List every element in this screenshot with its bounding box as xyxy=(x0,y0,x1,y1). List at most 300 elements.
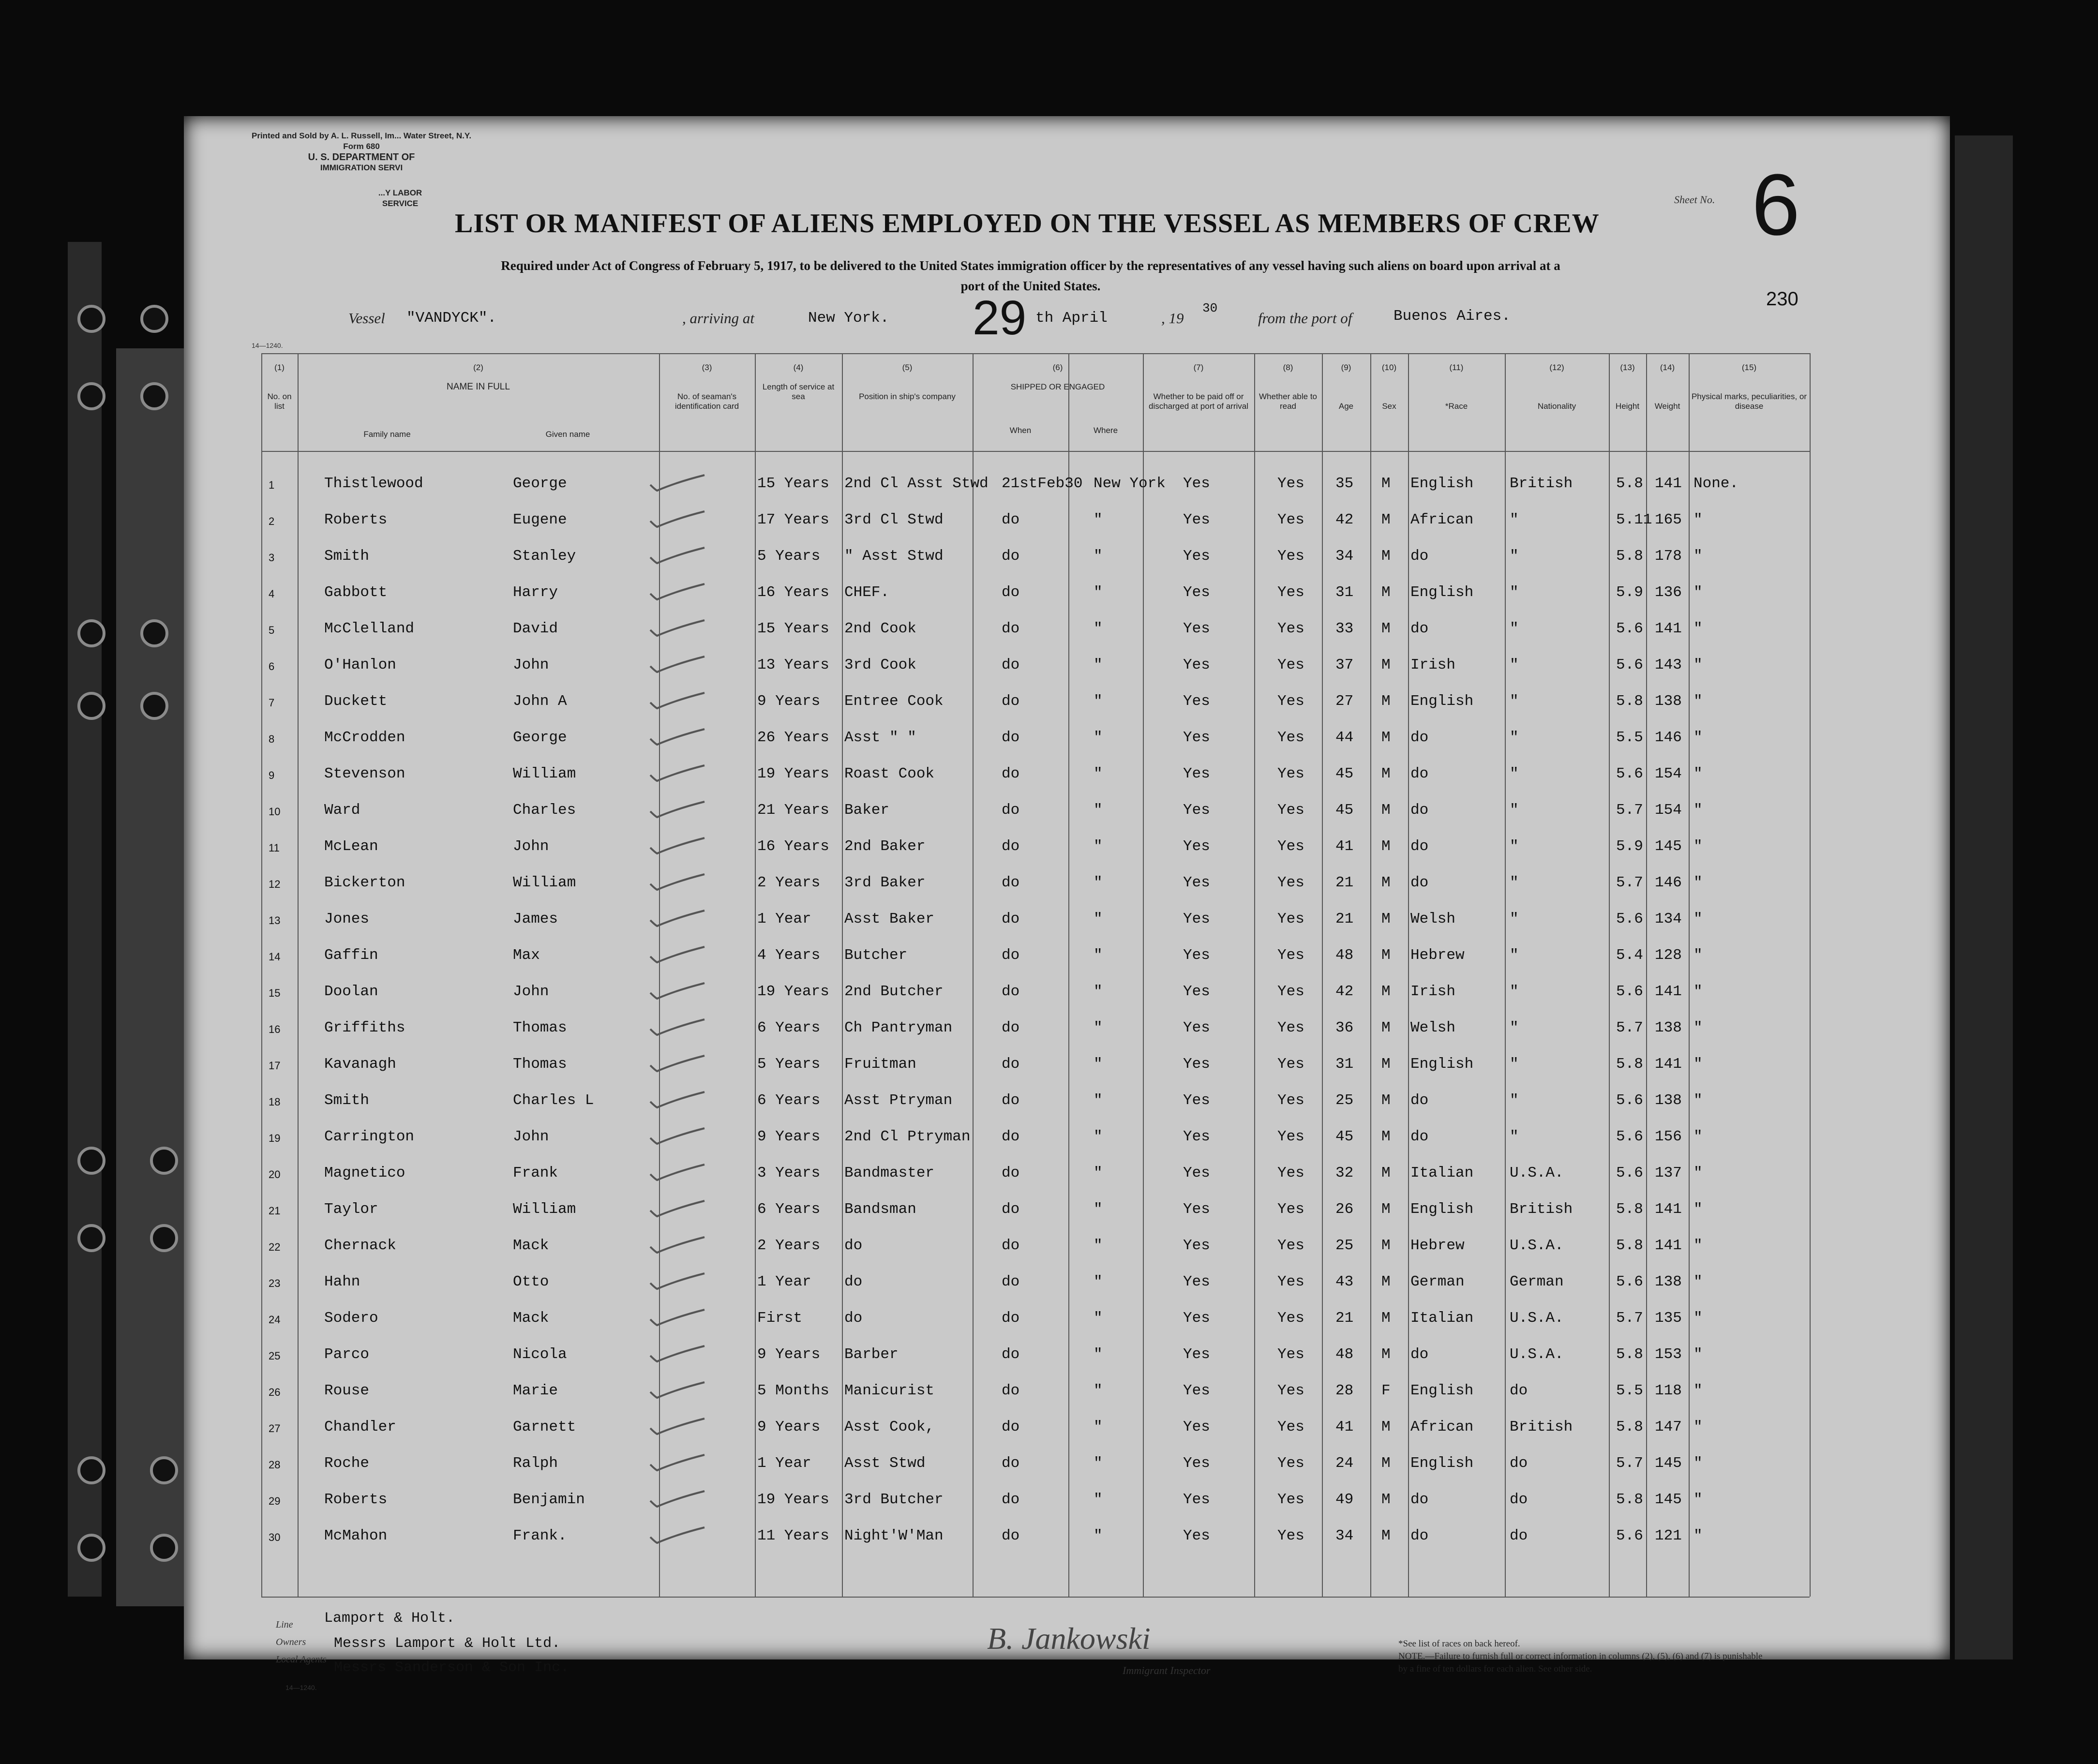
cell-weight: 146 xyxy=(1655,874,1682,891)
cell-row-number: 27 xyxy=(269,1422,281,1435)
cell-position: do xyxy=(844,1273,863,1290)
cell-shipped-where: " xyxy=(1094,620,1103,637)
cell-physical-marks: " xyxy=(1693,1491,1703,1508)
table-row xyxy=(261,791,1810,826)
cell-family-name: Roche xyxy=(324,1455,370,1472)
cell-sex: M xyxy=(1381,838,1391,855)
checkmark-icon xyxy=(648,1199,706,1218)
cell-paid-off: Yes xyxy=(1183,1491,1210,1508)
table-row xyxy=(261,682,1810,717)
table-row xyxy=(261,1154,1810,1189)
cell-given-name: Thomas xyxy=(513,1056,567,1073)
cell-race: African xyxy=(1410,511,1474,528)
cell-row-number: 29 xyxy=(269,1495,281,1507)
header-col-2: (2) NAME IN FULL xyxy=(447,363,510,392)
cell-length-of-service: 1 Year xyxy=(757,1455,811,1472)
cell-position: Asst Baker xyxy=(844,911,935,927)
cell-height: 5.8 xyxy=(1616,1346,1643,1363)
cell-position: Asst Cook, xyxy=(844,1419,935,1435)
cell-family-name: Parco xyxy=(324,1346,370,1363)
cell-weight: 138 xyxy=(1655,693,1682,710)
cell-shipped-when: do xyxy=(1002,657,1020,673)
cell-height: 5.7 xyxy=(1616,802,1643,819)
cell-paid-off: Yes xyxy=(1183,947,1210,964)
cell-shipped-where: " xyxy=(1094,874,1103,891)
cell-age: 31 xyxy=(1335,1056,1354,1073)
cell-row-number: 10 xyxy=(269,806,281,818)
cell-shipped-where: " xyxy=(1094,1346,1103,1363)
table-row xyxy=(261,1444,1810,1479)
cell-position: Asst Ptryman xyxy=(844,1092,953,1109)
cell-weight: 141 xyxy=(1655,1201,1682,1218)
cell-shipped-when: do xyxy=(1002,1092,1020,1109)
table-row xyxy=(261,1226,1810,1261)
cell-shipped-when: do xyxy=(1002,1346,1020,1363)
cell-length-of-service: 1 Year xyxy=(757,911,811,927)
cell-given-name: Ralph xyxy=(513,1455,558,1472)
cell-shipped-where: " xyxy=(1094,838,1103,855)
checkmark-icon xyxy=(648,872,706,892)
printer-stamp: Printed and Sold by A. L. Russell, Im... Water Street, N.Y. Form 680 U. S. DEPARTMENT OF IMMIGRATION SERVI ...Y LABOR SERVICE xyxy=(252,131,472,208)
cell-age: 48 xyxy=(1335,1346,1354,1363)
cell-weight: 143 xyxy=(1655,657,1682,673)
cell-family-name: Chandler xyxy=(324,1419,396,1435)
table-row xyxy=(261,1372,1810,1406)
table-row xyxy=(261,1009,1810,1044)
cell-age: 21 xyxy=(1335,911,1354,927)
cell-position: 3rd Cl Stwd xyxy=(844,511,944,528)
cell-height: 5.6 xyxy=(1616,620,1643,637)
cell-nationality: " xyxy=(1510,911,1519,927)
cell-nationality: " xyxy=(1510,1019,1519,1036)
cell-physical-marks: " xyxy=(1693,1056,1703,1073)
cell-family-name: Duckett xyxy=(324,693,388,710)
cell-position: Bandsman xyxy=(844,1201,916,1218)
cell-family-name: Thistlewood xyxy=(324,475,423,492)
cell-given-name: William xyxy=(513,765,576,782)
table-row xyxy=(261,1335,1810,1370)
cell-race: Welsh xyxy=(1410,911,1456,927)
cell-height: 5.6 xyxy=(1616,911,1643,927)
cell-length-of-service: 6 Years xyxy=(757,1201,821,1218)
cell-weight: 138 xyxy=(1655,1273,1682,1290)
cell-nationality: do xyxy=(1510,1382,1528,1399)
cell-position: Fruitman xyxy=(844,1056,916,1073)
cell-shipped-when: do xyxy=(1002,1201,1020,1218)
table-row xyxy=(261,972,1810,1007)
table-row xyxy=(261,755,1810,790)
cell-shipped-when: do xyxy=(1002,584,1020,601)
binder-hole xyxy=(77,1147,105,1175)
cell-shipped-when: do xyxy=(1002,1310,1020,1327)
cell-given-name: Stanley xyxy=(513,548,576,565)
header-col-11: (11) *Race xyxy=(1445,363,1468,411)
cell-able-to-read: Yes xyxy=(1277,911,1304,927)
cell-given-name: David xyxy=(513,620,558,637)
cell-able-to-read: Yes xyxy=(1277,1419,1304,1435)
cell-race: Italian xyxy=(1410,1310,1474,1327)
cell-length-of-service: 9 Years xyxy=(757,1346,821,1363)
cell-paid-off: Yes xyxy=(1183,874,1210,891)
agents-label: Local Agents xyxy=(276,1654,327,1665)
cell-race: African xyxy=(1410,1419,1474,1435)
cell-weight: 156 xyxy=(1655,1128,1682,1145)
cell-nationality: do xyxy=(1510,1455,1528,1472)
cell-height: 5.8 xyxy=(1616,548,1643,565)
checkmark-icon xyxy=(648,1090,706,1109)
cell-given-name: John xyxy=(513,983,549,1000)
cell-length-of-service: 1 Year xyxy=(757,1273,811,1290)
cell-height: 5.6 xyxy=(1616,765,1643,782)
cell-family-name: Roberts xyxy=(324,511,388,528)
inspector-label: Immigrant Inspector xyxy=(1123,1664,1211,1676)
cell-row-number: 3 xyxy=(269,552,275,564)
cell-paid-off: Yes xyxy=(1183,1128,1210,1145)
cell-paid-off: Yes xyxy=(1183,1310,1210,1327)
cell-race: German xyxy=(1410,1273,1465,1290)
cell-shipped-when: do xyxy=(1002,1491,1020,1508)
cell-weight: 134 xyxy=(1655,911,1682,927)
cell-able-to-read: Yes xyxy=(1277,548,1304,565)
cell-position: Roast Cook xyxy=(844,765,935,782)
cell-race: do xyxy=(1410,1491,1429,1508)
cell-row-number: 19 xyxy=(269,1132,281,1144)
cell-row-number: 2 xyxy=(269,515,275,527)
cell-family-name: Sodero xyxy=(324,1310,378,1327)
cell-age: 45 xyxy=(1335,1128,1354,1145)
cell-position: Butcher xyxy=(844,947,908,964)
cell-family-name: Roberts xyxy=(324,1491,388,1508)
checkmark-icon xyxy=(648,1235,706,1255)
cell-nationality: " xyxy=(1510,765,1519,782)
cell-length-of-service: 5 Years xyxy=(757,548,821,565)
cell-height: 5.6 xyxy=(1616,1273,1643,1290)
cell-position: do xyxy=(844,1310,863,1327)
cell-nationality: " xyxy=(1510,511,1519,528)
cell-physical-marks: " xyxy=(1693,548,1703,565)
cell-sex: M xyxy=(1381,911,1391,927)
cell-given-name: Benjamin xyxy=(513,1491,585,1508)
owners-value: Messrs Lamport & Holt Ltd. xyxy=(334,1635,561,1652)
cell-sex: M xyxy=(1381,584,1391,601)
cell-position: Manicurist xyxy=(844,1382,935,1399)
cell-given-name: Harry xyxy=(513,584,558,601)
cell-able-to-read: Yes xyxy=(1277,983,1304,1000)
cell-family-name: O'Hanlon xyxy=(324,657,396,673)
cell-physical-marks: " xyxy=(1693,1346,1703,1363)
cell-weight: 136 xyxy=(1655,584,1682,601)
checkmark-icon xyxy=(648,1017,706,1037)
cell-race: do xyxy=(1410,1092,1429,1109)
cell-length-of-service: 2 Years xyxy=(757,874,821,891)
cell-shipped-where: New York xyxy=(1094,475,1166,492)
cell-weight: 135 xyxy=(1655,1310,1682,1327)
cell-length-of-service: 19 Years xyxy=(757,765,829,782)
cell-length-of-service: 2 Years xyxy=(757,1237,821,1254)
cell-length-of-service: 17 Years xyxy=(757,511,829,528)
cell-physical-marks: " xyxy=(1693,1419,1703,1435)
cell-height: 5.11 xyxy=(1616,511,1652,528)
sheet-number-label: Sheet No. xyxy=(1674,194,1715,206)
vessel-label: Vessel xyxy=(348,310,385,327)
cell-family-name: Stevenson xyxy=(324,765,405,782)
cell-nationality: " xyxy=(1510,947,1519,964)
cell-paid-off: Yes xyxy=(1183,1527,1210,1544)
cell-nationality: U.S.A. xyxy=(1510,1237,1564,1254)
cell-position: CHEF. xyxy=(844,584,890,601)
header-col-13: (13) Height xyxy=(1615,363,1640,411)
cell-length-of-service: 15 Years xyxy=(757,620,829,637)
cell-given-name: Max xyxy=(513,947,540,964)
cell-shipped-when: do xyxy=(1002,802,1020,819)
cell-nationality: British xyxy=(1510,1201,1573,1218)
cell-able-to-read: Yes xyxy=(1277,1455,1304,1472)
cell-sex: M xyxy=(1381,1527,1391,1544)
cell-paid-off: Yes xyxy=(1183,1382,1210,1399)
header-col-1: (1) No. on list xyxy=(267,363,292,411)
cell-nationality: U.S.A. xyxy=(1510,1165,1564,1181)
cell-length-of-service: 6 Years xyxy=(757,1019,821,1036)
table-row xyxy=(261,646,1810,681)
cell-row-number: 16 xyxy=(269,1023,281,1035)
table-row xyxy=(261,537,1810,572)
cell-height: 5.8 xyxy=(1616,1419,1643,1435)
cell-row-number: 14 xyxy=(269,951,281,963)
binder-hole xyxy=(77,382,105,410)
cell-row-number: 5 xyxy=(269,624,275,636)
cell-paid-off: Yes xyxy=(1183,1019,1210,1036)
cell-weight: 154 xyxy=(1655,802,1682,819)
cell-sex: M xyxy=(1381,657,1391,673)
cell-age: 48 xyxy=(1335,947,1354,964)
checkmark-icon xyxy=(648,473,706,493)
checkmark-icon xyxy=(648,945,706,964)
cell-position: 2nd Cook xyxy=(844,620,916,637)
checkmark-icon xyxy=(648,1453,706,1472)
cell-sex: M xyxy=(1381,1237,1391,1254)
form-code: 14—1240. xyxy=(252,342,283,349)
cell-shipped-where: " xyxy=(1094,947,1103,964)
cell-shipped-where: " xyxy=(1094,1273,1103,1290)
cell-weight: 141 xyxy=(1655,1237,1682,1254)
cell-able-to-read: Yes xyxy=(1277,1056,1304,1073)
checkmark-icon xyxy=(648,1126,706,1146)
year-suffix: 30 xyxy=(1202,301,1218,315)
cell-sex: M xyxy=(1381,1165,1391,1181)
cell-shipped-where: " xyxy=(1094,983,1103,1000)
cell-height: 5.8 xyxy=(1616,1491,1643,1508)
cell-age: 21 xyxy=(1335,874,1354,891)
cell-shipped-when: do xyxy=(1002,947,1020,964)
cell-row-number: 28 xyxy=(269,1459,281,1471)
cell-row-number: 20 xyxy=(269,1168,281,1181)
cell-length-of-service: 11 Years xyxy=(757,1527,829,1544)
cell-shipped-when: do xyxy=(1002,1527,1020,1544)
cell-length-of-service: 15 Years xyxy=(757,475,829,492)
cell-row-number: 15 xyxy=(269,987,281,999)
cell-paid-off: Yes xyxy=(1183,1419,1210,1435)
cell-given-name: Marie xyxy=(513,1382,558,1399)
cell-shipped-where: " xyxy=(1094,548,1103,565)
cell-shipped-when: do xyxy=(1002,1382,1020,1399)
table-row xyxy=(261,610,1810,644)
cell-position: do xyxy=(844,1237,863,1254)
cell-sex: M xyxy=(1381,1019,1391,1036)
cell-row-number: 4 xyxy=(269,588,275,600)
cell-length-of-service: First xyxy=(757,1310,803,1327)
cell-paid-off: Yes xyxy=(1183,983,1210,1000)
cell-row-number: 25 xyxy=(269,1350,281,1362)
cell-age: 28 xyxy=(1335,1382,1354,1399)
binder-hole xyxy=(150,1534,178,1562)
cell-row-number: 13 xyxy=(269,914,281,927)
cell-age: 31 xyxy=(1335,584,1354,601)
cell-weight: 146 xyxy=(1655,729,1682,746)
cell-weight: 141 xyxy=(1655,620,1682,637)
cell-family-name: Jones xyxy=(324,911,370,927)
table-row xyxy=(261,1081,1810,1116)
cell-given-name: Eugene xyxy=(513,511,567,528)
cell-given-name: George xyxy=(513,729,567,746)
cell-race: English xyxy=(1410,693,1474,710)
document-title: LIST OR MANIFEST OF ALIENS EMPLOYED ON THE VESSEL AS MEMBERS OF CREW xyxy=(455,209,1600,239)
cell-shipped-when: 21stFeb30 xyxy=(1002,475,1083,492)
cell-able-to-read: Yes xyxy=(1277,1237,1304,1254)
binder-hole xyxy=(77,1456,105,1484)
cell-position: Asst Stwd xyxy=(844,1455,926,1472)
cell-given-name: John A xyxy=(513,693,567,710)
sheet-number: 6 xyxy=(1752,156,1800,254)
cell-able-to-read: Yes xyxy=(1277,1092,1304,1109)
column-rule xyxy=(1810,353,1811,1597)
cell-given-name: William xyxy=(513,1201,576,1218)
cell-shipped-when: do xyxy=(1002,1273,1020,1290)
cell-shipped-where: " xyxy=(1094,802,1103,819)
cell-given-name: John xyxy=(513,838,549,855)
cell-weight: 118 xyxy=(1655,1382,1682,1399)
cell-sex: M xyxy=(1381,1346,1391,1363)
cell-family-name: Griffiths xyxy=(324,1019,405,1036)
cell-length-of-service: 19 Years xyxy=(757,1491,829,1508)
cell-race: do xyxy=(1410,838,1429,855)
binder-hole xyxy=(77,1224,105,1252)
cell-length-of-service: 9 Years xyxy=(757,1419,821,1435)
cell-shipped-when: do xyxy=(1002,1019,1020,1036)
cell-age: 45 xyxy=(1335,802,1354,819)
cell-age: 21 xyxy=(1335,1310,1354,1327)
cell-physical-marks: " xyxy=(1693,874,1703,891)
cell-physical-marks: " xyxy=(1693,511,1703,528)
cell-row-number: 1 xyxy=(269,479,275,491)
cell-physical-marks: " xyxy=(1693,1237,1703,1254)
cell-nationality: do xyxy=(1510,1491,1528,1508)
cell-paid-off: Yes xyxy=(1183,475,1210,492)
cell-shipped-where: " xyxy=(1094,765,1103,782)
cell-shipped-when: do xyxy=(1002,511,1020,528)
cell-row-number: 17 xyxy=(269,1060,281,1072)
cell-nationality: " xyxy=(1510,802,1519,819)
table-rule xyxy=(261,451,1810,452)
cell-position: Asst " " xyxy=(844,729,916,746)
cell-sex: M xyxy=(1381,511,1391,528)
cell-position: 2nd Butcher xyxy=(844,983,944,1000)
table-row xyxy=(261,718,1810,753)
cell-nationality: " xyxy=(1510,874,1519,891)
table-row xyxy=(261,1299,1810,1334)
checkmark-icon xyxy=(648,1308,706,1327)
cell-nationality: British xyxy=(1510,1419,1573,1435)
cell-physical-marks: " xyxy=(1693,1201,1703,1218)
cell-length-of-service: 9 Years xyxy=(757,693,821,710)
cell-physical-marks: " xyxy=(1693,947,1703,964)
cell-position: 3rd Baker xyxy=(844,874,926,891)
cell-physical-marks: " xyxy=(1693,1455,1703,1472)
cell-able-to-read: Yes xyxy=(1277,1382,1304,1399)
cell-race: Irish xyxy=(1410,983,1456,1000)
checkmark-icon xyxy=(648,1271,706,1291)
header-col-14: (14) Weight xyxy=(1654,363,1680,411)
cell-family-name: Bickerton xyxy=(324,874,405,891)
cell-shipped-where: " xyxy=(1094,693,1103,710)
cell-shipped-when: do xyxy=(1002,693,1020,710)
cell-race: do xyxy=(1410,802,1429,819)
cell-sex: M xyxy=(1381,1092,1391,1109)
cell-age: 25 xyxy=(1335,1237,1354,1254)
cell-paid-off: Yes xyxy=(1183,511,1210,528)
cell-weight: 138 xyxy=(1655,1019,1682,1036)
cell-race: Irish xyxy=(1410,657,1456,673)
cell-height: 5.4 xyxy=(1616,947,1643,964)
cell-given-name: John xyxy=(513,657,549,673)
cell-sex: F xyxy=(1381,1382,1391,1399)
cell-family-name: McLean xyxy=(324,838,378,855)
vessel-name: "VANDYCK". xyxy=(406,310,497,327)
cell-family-name: Chernack xyxy=(324,1237,396,1254)
cell-height: 5.5 xyxy=(1616,729,1643,746)
binder-hole xyxy=(150,1456,178,1484)
checkmark-icon xyxy=(648,618,706,638)
cell-paid-off: Yes xyxy=(1183,1165,1210,1181)
checkmark-icon xyxy=(648,509,706,529)
cell-physical-marks: " xyxy=(1693,802,1703,819)
vessel-line xyxy=(348,301,1752,339)
cell-weight: 153 xyxy=(1655,1346,1682,1363)
cell-race: do xyxy=(1410,729,1429,746)
cell-sex: M xyxy=(1381,1419,1391,1435)
table-rule xyxy=(261,1597,1810,1598)
footer-form-code: 14—1240. xyxy=(285,1684,317,1691)
cell-able-to-read: Yes xyxy=(1277,729,1304,746)
cell-nationality: U.S.A. xyxy=(1510,1310,1564,1327)
cell-able-to-read: Yes xyxy=(1277,1310,1304,1327)
cell-family-name: Rouse xyxy=(324,1382,370,1399)
checkmark-icon xyxy=(648,1054,706,1073)
cell-age: 33 xyxy=(1335,620,1354,637)
inspector-signature: B. Jankowski xyxy=(987,1621,1151,1656)
binder-hole xyxy=(140,692,168,720)
cell-length-of-service: 4 Years xyxy=(757,947,821,964)
binder-hole xyxy=(77,692,105,720)
cell-position: 2nd Cl Ptryman xyxy=(844,1128,971,1145)
cell-shipped-when: do xyxy=(1002,1419,1020,1435)
cell-height: 5.7 xyxy=(1616,1310,1643,1327)
checkmark-icon xyxy=(648,1489,706,1509)
cell-height: 5.6 xyxy=(1616,1092,1643,1109)
cell-nationality: " xyxy=(1510,548,1519,565)
cell-given-name: Nicola xyxy=(513,1346,567,1363)
cell-paid-off: Yes xyxy=(1183,693,1210,710)
cell-paid-off: Yes xyxy=(1183,584,1210,601)
